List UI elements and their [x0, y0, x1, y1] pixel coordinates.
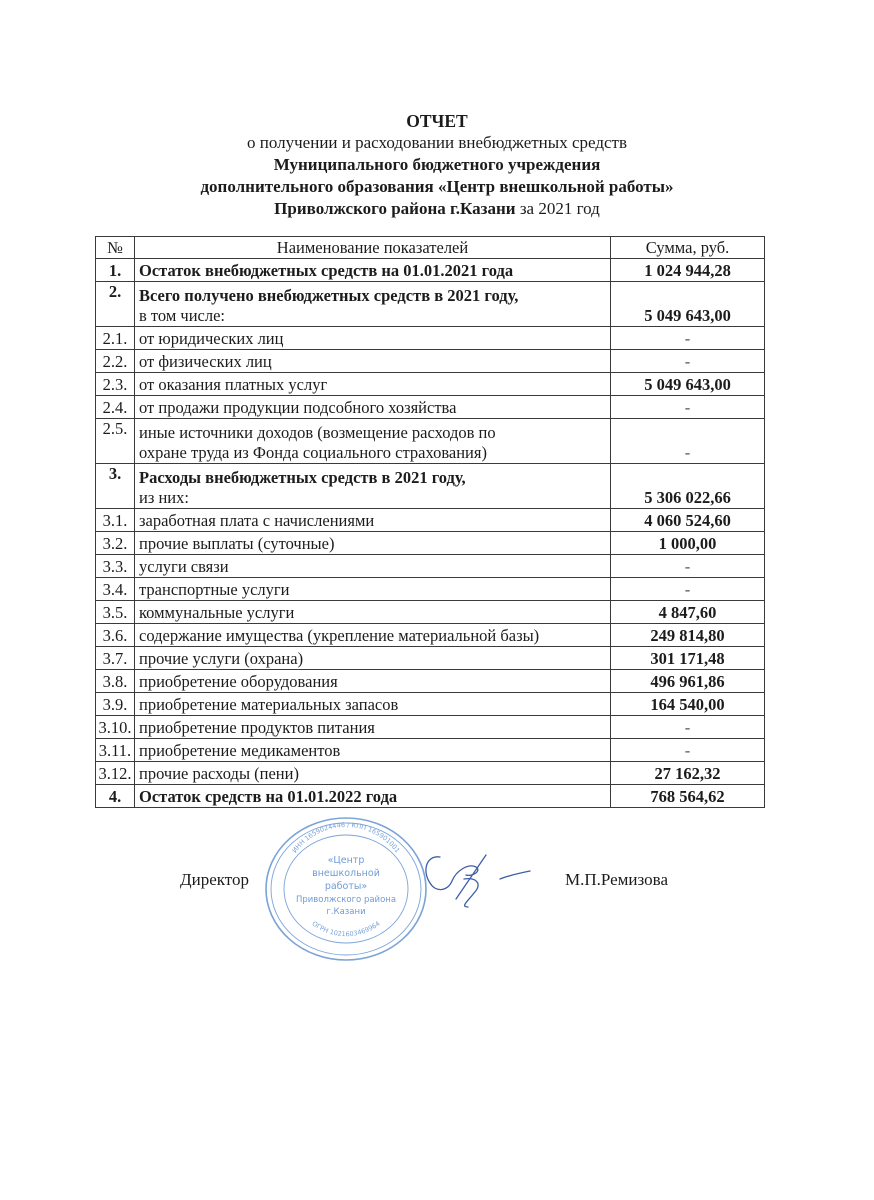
row-number: 1. — [96, 259, 135, 282]
report-period: за 2021 год — [515, 199, 600, 218]
table-row — [96, 670, 765, 693]
row-sum: 496 961,86 — [611, 670, 765, 693]
row-number: 3.2. — [96, 532, 135, 555]
row-sum: 5 306 022,66 — [611, 464, 765, 509]
row-sum: - — [611, 327, 765, 350]
row-indicator-name — [135, 647, 611, 670]
row-indicator-main: заработная плата с начислениями — [139, 511, 375, 530]
signatory-title: Директор — [180, 870, 249, 889]
row-indicator-main: от физических лиц — [139, 352, 272, 371]
column-header-number: № — [96, 237, 135, 259]
row-indicator-name — [135, 739, 611, 762]
stamp-line-4: Приволжского района — [295, 895, 397, 905]
row-sum: - — [611, 578, 765, 601]
table-header-row — [96, 237, 765, 259]
row-indicator-name — [135, 509, 611, 532]
row-indicator-main: Всего получено внебюджетных средств в 2021 году, — [139, 286, 519, 305]
row-indicator-main: коммунальные услуги — [139, 603, 295, 622]
signatory-name: М.П.Ремизова — [565, 870, 668, 889]
row-indicator-name — [135, 373, 611, 396]
row-indicator-name — [135, 396, 611, 419]
row-indicator-main: прочие услуги (охрана) — [139, 649, 304, 668]
table-row — [96, 624, 765, 647]
table-row — [96, 350, 765, 373]
row-sum: 1 000,00 — [611, 532, 765, 555]
table-row — [96, 762, 765, 785]
row-indicator-main: приобретение материальных запасов — [139, 695, 399, 714]
row-indicator-main: от оказания платных услуг — [139, 375, 328, 394]
row-sum: - — [611, 419, 765, 464]
row-indicator-name — [135, 282, 611, 327]
row-number: 2.4. — [96, 396, 135, 419]
organization-line-3 — [0, 198, 874, 220]
table-row — [96, 601, 765, 624]
row-sum: 249 814,80 — [611, 624, 765, 647]
row-indicator-name — [135, 578, 611, 601]
row-number: 2.5. — [96, 419, 135, 464]
row-indicator-main: Расходы внебюджетных средств в 2021 году, — [139, 468, 466, 487]
organization-line-2: дополнительного образования «Центр внешкольной работы» — [200, 177, 674, 196]
row-number: 4. — [96, 785, 135, 808]
row-number: 3.7. — [96, 647, 135, 670]
stamp-inner-ring-top: ИНН 1659024446 / КПП 165901001 — [290, 821, 402, 855]
column-header-name: Наименование показателей — [135, 237, 611, 259]
stamp-inner-ring-bottom: ОГРН 1021603469964 — [310, 919, 382, 939]
row-indicator-main: приобретение оборудования — [139, 672, 338, 691]
row-sum: 4 847,60 — [611, 601, 765, 624]
row-number: 3.3. — [96, 555, 135, 578]
table-row — [96, 509, 765, 532]
row-indicator-name — [135, 464, 611, 509]
row-sum: 5 049 643,00 — [611, 282, 765, 327]
row-number: 2.2. — [96, 350, 135, 373]
row-number: 3.1. — [96, 509, 135, 532]
row-indicator-name — [135, 327, 611, 350]
row-indicator-sub: охране труда из Фонда социального страхования) — [139, 443, 487, 462]
row-indicator-name — [135, 532, 611, 555]
stamp-line-3: работы» — [324, 881, 368, 892]
row-sum: 164 540,00 — [611, 693, 765, 716]
row-indicator-main: прочие расходы (пени) — [139, 764, 299, 783]
row-sum: - — [611, 739, 765, 762]
row-indicator-name — [135, 601, 611, 624]
organization-line-1: Муниципального бюджетного учреждения — [273, 155, 601, 174]
table-row — [96, 419, 765, 464]
row-sum: - — [611, 350, 765, 373]
table-row — [96, 716, 765, 739]
row-sum: 768 564,62 — [611, 785, 765, 808]
row-number: 3.10. — [96, 716, 135, 739]
table-row — [96, 647, 765, 670]
row-indicator-name — [135, 785, 611, 808]
row-number: 2.3. — [96, 373, 135, 396]
row-indicator-name — [135, 259, 611, 282]
row-indicator-name — [135, 350, 611, 373]
report-table — [95, 236, 765, 808]
row-sum: 27 162,32 — [611, 762, 765, 785]
table-row — [96, 464, 765, 509]
table-row — [96, 555, 765, 578]
row-sum: - — [611, 716, 765, 739]
report-title: ОТЧЕТ — [406, 111, 468, 131]
row-indicator-main: иные источники доходов (возмещение расходов по — [139, 423, 496, 442]
row-number: 3.11. — [96, 739, 135, 762]
row-number: 3. — [96, 464, 135, 509]
row-indicator-main: прочие выплаты (суточные) — [139, 534, 335, 553]
row-indicator-main: Остаток средств на 01.01.2022 года — [139, 787, 398, 806]
row-sum: 4 060 524,60 — [611, 509, 765, 532]
row-number: 2.1. — [96, 327, 135, 350]
stamp-line-5: г.Казани — [326, 907, 366, 917]
row-indicator-main: от юридических лиц — [139, 329, 284, 348]
row-indicator-sub: из них: — [139, 488, 189, 507]
row-indicator-name — [135, 693, 611, 716]
row-indicator-name — [135, 716, 611, 739]
signature-icon — [418, 845, 533, 915]
row-number: 3.5. — [96, 601, 135, 624]
table-row — [96, 532, 765, 555]
table-row — [96, 327, 765, 350]
table-body — [96, 259, 765, 808]
organization-district: Приволжского района г.Казани — [274, 199, 516, 218]
report-header — [0, 110, 874, 220]
row-sum: - — [611, 555, 765, 578]
table-row — [96, 693, 765, 716]
table-row — [96, 396, 765, 419]
row-number: 3.4. — [96, 578, 135, 601]
stamp-line-1: «Центр — [327, 855, 365, 866]
report-subtitle: о получении и расходовании внебюджетных средств — [247, 133, 627, 152]
table-row — [96, 578, 765, 601]
row-indicator-name — [135, 670, 611, 693]
row-indicator-name — [135, 624, 611, 647]
row-indicator-main: Остаток внебюджетных средств на 01.01.2021 года — [139, 261, 514, 280]
row-sum: 1 024 944,28 — [611, 259, 765, 282]
row-sum: - — [611, 396, 765, 419]
row-indicator-name — [135, 419, 611, 464]
row-indicator-main: от продажи продукции подсобного хозяйства — [139, 398, 457, 417]
row-indicator-main: приобретение продуктов питания — [139, 718, 375, 737]
row-indicator-name — [135, 555, 611, 578]
row-number: 3.6. — [96, 624, 135, 647]
table-row — [96, 373, 765, 396]
row-indicator-name — [135, 762, 611, 785]
table-row — [96, 739, 765, 762]
row-number: 3.9. — [96, 693, 135, 716]
row-indicator-main: транспортные услуги — [139, 580, 290, 599]
stamp-line-2: внешкольной — [312, 868, 380, 879]
row-number: 3.12. — [96, 762, 135, 785]
row-indicator-main: содержание имущества (укрепление материальной базы) — [139, 626, 540, 645]
row-indicator-sub: в том числе: — [139, 306, 226, 325]
row-sum: 5 049 643,00 — [611, 373, 765, 396]
table-row — [96, 282, 765, 327]
table-row — [96, 259, 765, 282]
row-indicator-main: услуги связи — [139, 557, 229, 576]
column-header-sum: Сумма, руб. — [611, 237, 765, 259]
row-number: 2. — [96, 282, 135, 327]
row-indicator-main: приобретение медикаментов — [139, 741, 341, 760]
row-sum: 301 171,48 — [611, 647, 765, 670]
official-stamp-icon — [262, 815, 430, 963]
table-row — [96, 785, 765, 808]
row-number: 3.8. — [96, 670, 135, 693]
